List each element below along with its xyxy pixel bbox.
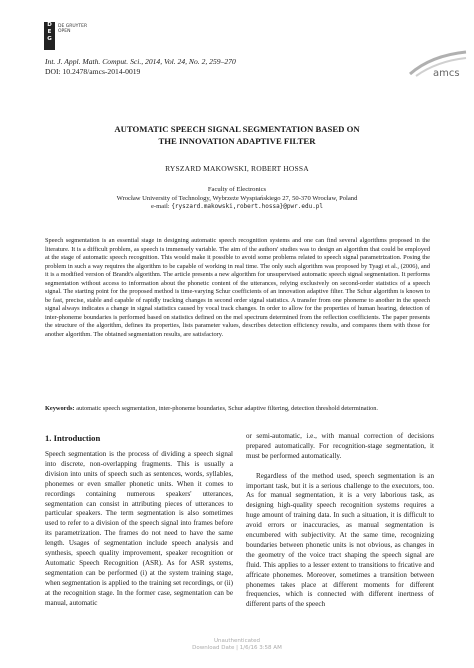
keywords-text: automatic speech segmentation, inter-phoneme boundaries, Schur adaptive filtering, detection threshold determination.	[76, 405, 379, 412]
keywords	[45, 405, 430, 414]
paragraph: Speech segmentation is the process of dividing a speech signal into discrete, non-overlapping fragments. This is usually a division into units of speech such as sentences, words, syllables, phonemes or even smaller phonetic units. When it comes to recordings containing numerous speakers' utterances, segmentation can consist in attributing pieces of utterances to particular speakers. The term segmentation is also sometimes used to refer to a division of the speech signal into frames before its parametrization. The frames do not need to have the same length. Usages of segmentation include speech analysis and synthesis, speech quality improvement, speaker recognition or Automatic Speech Recognition (ASR). As for ASR systems, segmentation can be performed (i) at the system training stage, when segmentation is applied to the training set recordings, or (ii) at the recognition stage. In the former case, segmentation can be manual, automatic	[45, 450, 233, 607]
paragraph: Regardless of the method used, speech segmentation is an important task, but it is a serious challenge to the executors, too. As for manual segmentation, it is a very laborious task, as designing high-quality speech recognition systems requires a huge amount of training data. In such a situation, it is difficult to avoid errors or inaccuracies, as manual segmentation is encumbered with subjectivity. At the same time, recognizing boundaries between phonetic units is not obvious, as changes in the geometry of the voice tract shaping the speech signal are fluid. This applies to a lesser extent to transitions to fricative and affricate phonemes. Moreover, sometimes a transition between phonemes takes place at different moments for different frequencies, which is connected with different inertness of different parts of the speech	[246, 471, 434, 609]
logo-letter: E	[47, 29, 52, 35]
journal-citation: Int. J. Appl. Math. Comput. Sci., 2014, Vol. 24, No. 2, 259–270	[45, 57, 236, 66]
publisher-logo	[44, 22, 55, 50]
body-column-left	[45, 450, 233, 609]
section-heading: 1. Introduction	[45, 433, 101, 443]
logo-letter: G	[47, 36, 52, 42]
email-address[interactable]: {ryszard.makowski,robert.hossa}@pwr.edu.pl	[171, 203, 324, 211]
logo-letter: D	[47, 22, 52, 28]
email-label: e-mail:	[150, 203, 170, 211]
doi: DOI: 10.2478/amcs-2014-0019	[45, 67, 141, 76]
body-column-right	[246, 432, 434, 610]
faculty: Faculty of Electronics	[207, 186, 267, 193]
paper-title: AUTOMATIC SPEECH SIGNAL SEGMENTATION BASED ON THE INNOVATION ADAPTIVE FILTER	[114, 124, 360, 146]
abstract: Speech segmentation is an essential stage in designing automatic speech recognition systems and one can find several algorithms proposed in the literature. It is a difficult problem, as speech is immensely variable. The aim of the authors' studies was to design an algorithm that could be employed at the stage of automatic speech recognition. This would make it possible to avoid some problems related to speech signal parametrization. Posing the problem in such a way requires the algorithm to be capable of working in real time. The only such algorithm was proposed by Tyagi et al., (2006), and it is a modified version of Brandt's algorithm. The article presents a new algorithm for unsupervised automatic speech signal segmentation. It performs segmentation without access to information about the phonetic content of the utterances, relying exclusively on second-order statistics of a speech signal. The starting point for the proposed method is time-varying Schur coefficients of an innovation adaptive filter. The Schur algorithm is known to be fast, precise, stable and capable of rapidly tracking changes in second order signal statistics. A transfer from one phoneme to another in the speech signal always indicates a change in signal statistics caused by vocal track changes. In order to allow for the properties of human hearing, detection of inter-phoneme boundaries is performed based on statistics defined on the mel spectrum determined from the reflection coefficients. The paper presents the structure of the algorithm, defines its properties, lists parameter values, describes detection efficiency results, and compares them with those for another algorithm. The obtained segmentation results, are satisfactory.	[45, 237, 430, 339]
paper-authors: RYSZARD MAKOWSKI, ROBERT HOSSA	[165, 164, 309, 173]
email-line	[50, 203, 424, 212]
download-footer: Unauthenticated Download Date | 1/6/16 3:58 AM	[192, 638, 282, 651]
keywords-label: Keywords:	[45, 405, 75, 412]
publisher-name: DE GRUYTER OPEN	[58, 24, 88, 34]
journal-logo: amcs	[433, 68, 460, 79]
affiliation	[50, 186, 424, 212]
paragraph: or semi-automatic, i.e., with manual correction of decisions prepared automatically. For recognition-stage segmentation, it must be performed automatically.	[246, 432, 434, 460]
address: Wrocław University of Technology, Wybrzeże Wyspiańskiego 27, 50-370 Wrocław, Poland	[116, 194, 358, 202]
